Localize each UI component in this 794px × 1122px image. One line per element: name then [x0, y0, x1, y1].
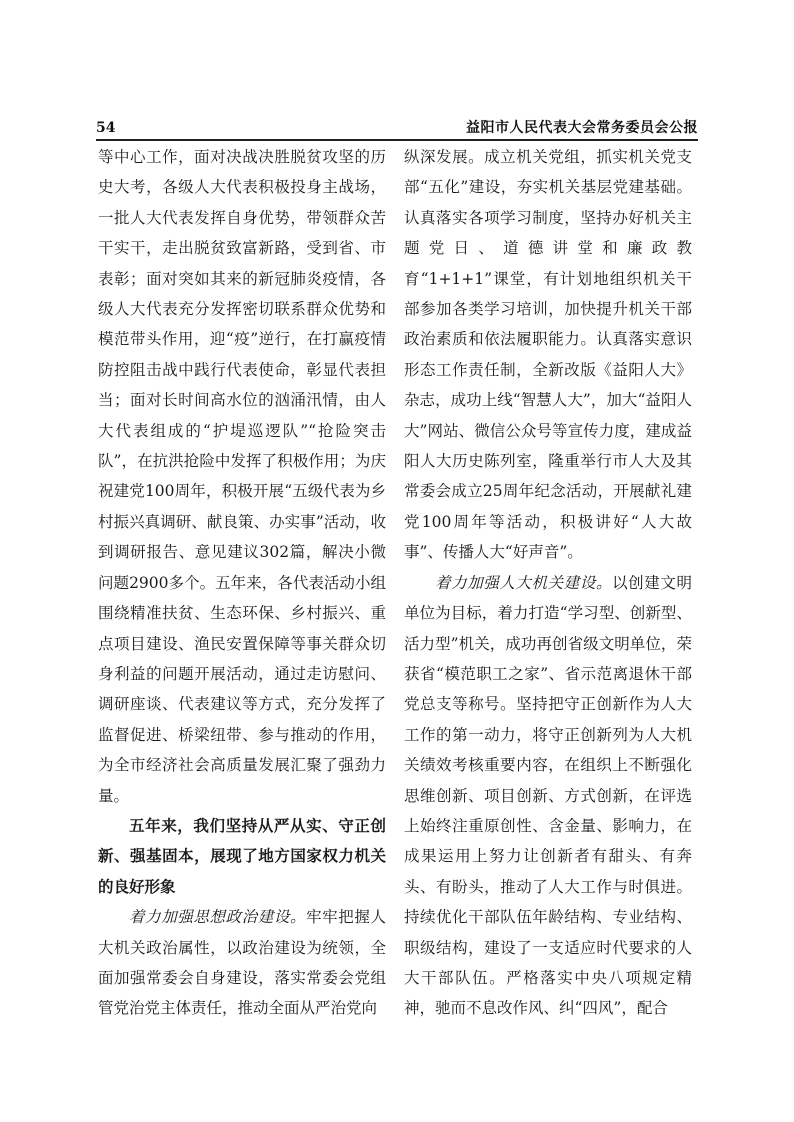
paragraph-lead-organ: 着力加强人大机关建设。: [435, 573, 613, 592]
left-column: [98, 142, 386, 1024]
paragraph-body-organ: 以创建文明单位为目标，着力打造“学习型、创新型、活力型”机关，成功再创省级文明单位，荣获省“模范职工之家”、省示范离退休干部党总支等称号。坚持把守正创新作为人大工作的第一动力，将守正创新列为人大机关绩效考核重要内容，在组织上不断强化思维创新、项目创新、方式创新，在评选上始终注重原创性、含金量、影响力，在成果运用上努力让创新者有甜头、有奔头、有盼头，推动了人大工作与时俱进。持续优化干部队伍年龄结构、专业结构、职级结构，建设了一支适应时代要求的人大干部队伍。严格落实中央八项规定精神，驰而不息改作风、纠“四风”，配合: [404, 573, 692, 1018]
left-paragraph-continuation: 等中心工作，面对决战决胜脱贫攻坚的历史大考，各级人大代表积极投身主战场，一批人大代表发挥自身优势，带领群众苦干实干，走出脱贫致富新路，受到省、市表彰；面对突如其来的新冠肺炎疫情，各级人大代表充分发挥密切联系群众优势和模范带头作用，迎“疫”逆行，在打赢疫情防控阻击战中践行代表使命，彰显代表担当；面对长时间高水位的汹涌汛情，由人大代表组成的“护堤巡逻队”“抢险突击队”，在抗洪抢险中发挥了积极作用；为庆祝建党100周年，积极开展“五级代表为乡村振兴真调研、献良策、办实事”活动，收到调研报告、意见建议302篇，解决小微问题2900多个。五年来，各代表活动小组围绕精准扶贫、生态环保、乡村振兴、重点项目建设、渔民安置保障等事关群众切身利益的问题开展活动，通过走访慰问、调研座谈、代表建议等方式，充分发挥了监督促进、桥梁纽带、参与推动的作用，为全市经济社会高质量发展汇聚了强劲力量。: [98, 148, 386, 805]
page-number: 54: [96, 120, 116, 136]
journal-title: 益阳市人民代表大会常务委员会公报: [466, 120, 698, 136]
paragraph-lead-political: 着力加强思想政治建设。: [129, 908, 307, 927]
right-paragraph-organ-building: [404, 568, 692, 1024]
header-rule: [96, 139, 698, 141]
right-column: [404, 142, 692, 1024]
left-paragraph-political-building: [98, 902, 386, 1024]
paragraph-body-political: 牢牢把握人大机关政治属性，以政治建设为统领，全面加强常委会自身建设，落实常委会党组管党治党主体责任，推动全面从严治党向: [98, 908, 386, 1018]
right-paragraph-continuation: 纵深发展。成立机关党组，抓实机关党支部“五化”建设，夯实机关基层党建基础。认真落实各项学习制度，坚持办好机关主题党日、道德讲堂和廉政教育“1+1+1”课堂，有计划地组织机关干部参加各类学习培训，加快提升机关干部政治素质和依法履职能力。认真落实意识形态工作责任制，全新改版《益阳人大》杂志，成功上线“智慧人大”，加大“益阳人大”网站、微信公众号等宣传力度，建成益阳人大历史陈列室，隆重举行市人大及其常委会成立25周年纪念活动，开展献礼建党100周年等活动，积极讲好“人大故事”、传播人大“好声音”。: [404, 148, 692, 562]
page-header: [96, 119, 698, 141]
section-heading: 五年来，我们坚持从严从实、守正创新、强基固本，展现了地方国家权力机关的良好形象: [98, 816, 386, 896]
